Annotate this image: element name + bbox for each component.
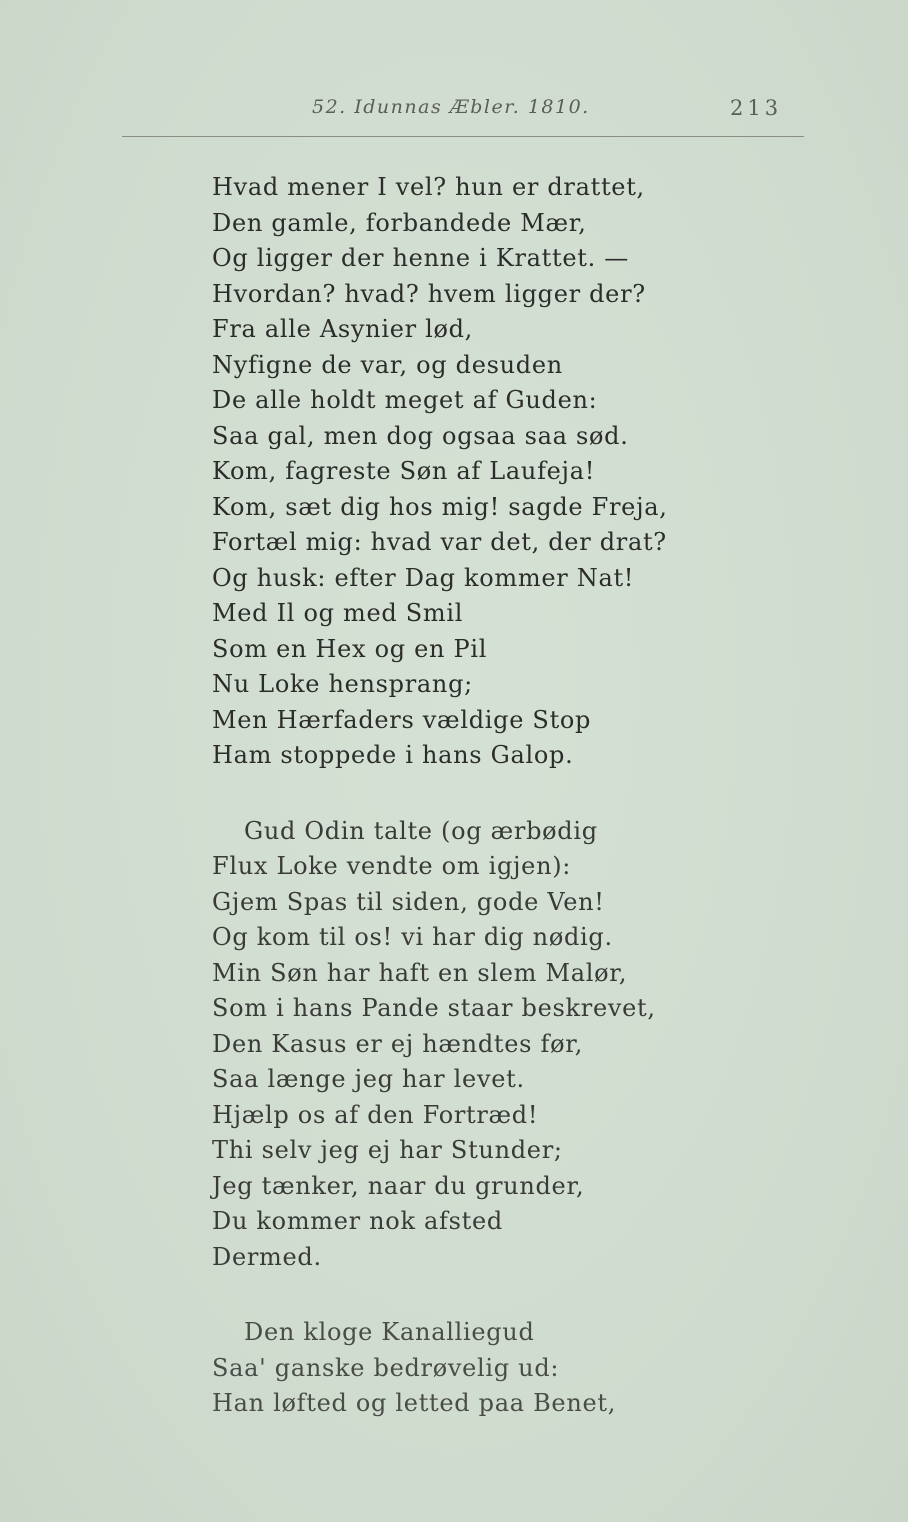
verse-line: De alle holdt meget af Guden: [212,386,598,414]
verse-line: Gud Odin talte (og ærbødig [244,816,598,845]
verse-line: Fortæl mig: hvad var det, der drat? [212,528,667,556]
verse-line: Dermed. [212,1242,322,1271]
verse-line: Flux Loke vendte om igjen): [212,852,572,880]
poem [212,170,812,1462]
verse-line: Men Hærfaders vældige Stop [212,705,592,734]
page-header [0,96,908,126]
running-title: 52. Idunnas Æbler. 1810. [312,96,590,118]
stanza-2 [212,814,812,1276]
verse-line: Kom, sæt dig hos mig! sagde Freja, [212,492,668,521]
verse-line: Thi selv jeg ej har Stunder; [212,1136,563,1164]
verse-line: Kom, fagreste Søn af Laufeja! [212,457,596,485]
verse-line: Saa længe jeg har levet. [212,1065,525,1093]
verse-line: Hvordan? hvad? hvem ligger der? [212,279,646,308]
verse-line: Hvad mener I vel? hun er drattet, [212,173,645,201]
verse-line: Som i hans Pande staar beskrevet, [212,994,656,1022]
verse-line: Gjem Spas til siden, gode Ven! [212,887,605,916]
verse-line: Saa gal, men dog ogsaa saa sød. [212,421,629,450]
header-rule [122,136,804,137]
verse-line: Fra alle Asynier lød, [212,315,474,343]
verse-line: Min Søn har haft en slem Malør, [212,958,628,987]
verse-line: Den Kasus er ej hændtes før, [212,1029,584,1058]
verse-line: Han løfted og letted paa Benet, [212,1389,617,1417]
verse-line: Og kom til os! vi har dig nødig. [212,923,613,951]
page-number: 213 [730,96,783,120]
stanza-1 [212,170,812,774]
verse-line: Som en Hex og en Pil [212,634,488,663]
verse-line: Den gamle, forbandede Mær, [212,208,587,237]
verse-line: Saa' ganske bedrøvelig ud: [212,1353,560,1382]
verse-line: Med Il og med Smil [212,599,464,627]
verse-line: Nyfigne de var, og desuden [212,350,563,379]
verse-line: Hjælp os af den Fortræd! [212,1100,539,1129]
verse-line: Jeg tænker, naar du grunder, [212,1171,585,1200]
verse-line: Du kommer nok afsted [212,1207,503,1235]
verse-line: Nu Loke hensprang; [212,670,473,698]
verse-line: Ham stoppede i hans Galop. [212,741,574,769]
verse-line: Og ligger der henne i Krattet. — [212,244,629,272]
verse-line: Den kloge Kanalliegud [244,1318,535,1346]
stanza-3 [212,1315,812,1422]
verse-line: Og husk: efter Dag kommer Nat! [212,563,635,592]
